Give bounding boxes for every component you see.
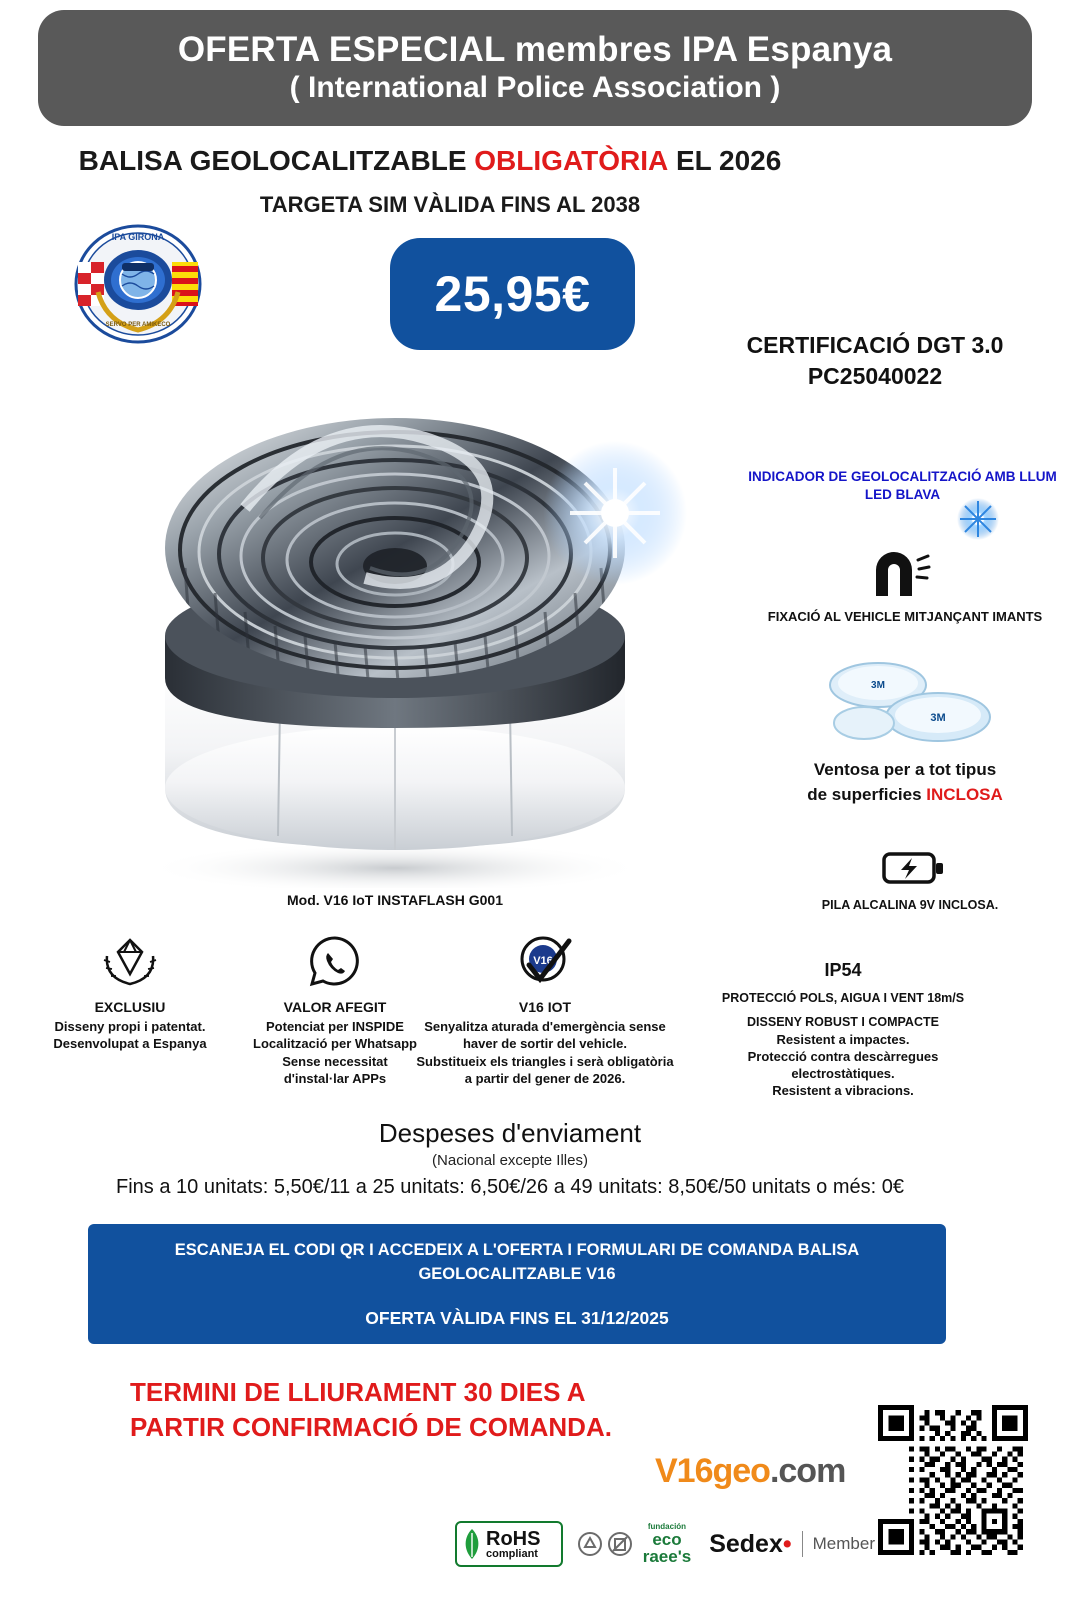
v16geo-logo [655, 1452, 865, 1498]
v16geo-logo-domain: .com [769, 1452, 846, 1490]
ecoraees-eco: eco [652, 1530, 682, 1549]
feature-valor-title: VALOR AFEGIT [283, 999, 387, 1015]
feature-ip54-heading: DISSENY ROBUST I COMPACTE [747, 1015, 939, 1029]
geolocation-indicator-text: INDICADOR DE GEOLOCALITZACIÓ AMB LLUM LED BLAVA [748, 469, 1057, 503]
header-title-line1: OFERTA ESPECIAL membres IPA Espanya [177, 29, 893, 69]
recycle-icon [577, 1531, 603, 1557]
v16geo-logo-v16: V16 [655, 1452, 713, 1490]
blue-led-icon [950, 497, 1006, 541]
ecoraees-raees: raee's [642, 1547, 692, 1566]
crossed-bin-icon [607, 1531, 633, 1557]
ipa-girona-emblem [58, 222, 218, 347]
feature-v16-title: V16 IOT [518, 999, 572, 1015]
suction-included-badge: INCLOSA [926, 784, 1003, 804]
rohs-label: RoHS [486, 1527, 541, 1550]
feature-v16-iot [405, 932, 685, 1087]
certification-code: PC25040022 [807, 363, 943, 390]
ecoraees-logo [643, 1523, 691, 1565]
beacon-illustration [95, 368, 695, 888]
sedex-member-label: Member [812, 1534, 875, 1553]
battery-text: PILA ALCALINA 9V INCLOSA. [821, 898, 999, 912]
emblem-graphic [58, 222, 218, 347]
feature-ip54 [678, 932, 1008, 1100]
header-banner [38, 10, 1032, 126]
suction-cup-icon [820, 655, 1005, 750]
qr-code[interactable] [878, 1405, 1028, 1555]
header-title-line2: ( International Police Association ) [289, 71, 781, 105]
suction-line-1: Ventosa per a tot tipus [813, 760, 997, 779]
cta-line-2: OFERTA VÀLIDA FINS EL 31/12/2025 [365, 1308, 669, 1329]
rohs-sublabel: compliant [486, 1547, 538, 1560]
rohs-compliant-logo [455, 1521, 563, 1567]
feature-exclusiu [20, 932, 240, 1053]
delivery-note: TERMINI DE LLIURAMENT 30 DIES A PARTIR CONFIRMACIÓ DE COMANDA. [130, 1377, 612, 1443]
magnet-icon [862, 552, 932, 600]
subtitle-highlight: OBLIGATÒRIA [474, 145, 669, 176]
sedex-label: Sedex [709, 1529, 783, 1558]
subtitle-part-1: BALISA GEOLOCALITZABLE [78, 145, 475, 176]
feature-exclusiu-body: Disseny propi i patentat. Desenvolupat a Espanya [53, 1019, 207, 1052]
shipping-subtitle: (Nacional excepte Illes) [432, 1152, 588, 1169]
sedex-member-logo [709, 1530, 875, 1559]
sedex-divider [802, 1531, 803, 1557]
certification-block [700, 330, 1050, 392]
ecoraees-top: fundación [647, 1522, 687, 1531]
svg-text:3M: 3M [871, 680, 885, 691]
feature-exclusiu-title: EXCLUSIU [94, 999, 166, 1015]
feature-ip54-title: IP54 [824, 960, 862, 980]
product-image [95, 368, 695, 888]
v16geo-logo-geo: geo [712, 1452, 770, 1490]
feature-ip54-body: Resistent a impactes. Protecció contra descàrregues electrostàtiques. Resistent a vibracions. [747, 1032, 939, 1099]
leaf-icon [461, 1527, 483, 1561]
suction-cup-text [745, 758, 1065, 807]
price-badge [390, 238, 635, 350]
footer-compliance-logos [455, 1516, 875, 1572]
svg-text:IPA GIRONA: IPA GIRONA [111, 232, 165, 242]
battery-icon [880, 848, 946, 888]
v16-check-icon [405, 932, 685, 990]
diamond-laurel-icon [20, 932, 240, 990]
qr-offer-cta[interactable] [88, 1224, 946, 1344]
feature-v16-body: Senyalitza aturada d'emergència sense haver de sortir del vehicle. Substitueix els triangles i serà obligatòria a partir del gener de 2026. [416, 1019, 674, 1086]
certification-line1: CERTIFICACIÓ DGT 3.0 [746, 332, 1004, 358]
product-caption: Mod. V16 IoT INSTAFLASH G001 [287, 892, 503, 908]
svg-text:V16: V16 [533, 955, 553, 967]
feature-ip54-subtitle: PROTECCIÓ POLS, AIGUA I VENT 18m/S [721, 991, 965, 1005]
subtitle-part-2: EL 2026 [668, 145, 782, 176]
svg-text:SERVO PER AMIKECO: SERVO PER AMIKECO [105, 322, 171, 328]
price-value: 25,95€ [434, 266, 591, 322]
weee-icons [577, 1531, 633, 1557]
magnet-fixation-text: FIXACIÓ AL VEHICLE MITJANÇANT IMANTS [767, 609, 1043, 624]
shipping-title: Despeses d'enviament [378, 1118, 642, 1148]
sedex-dot: • [782, 1529, 792, 1558]
svg-text:3M: 3M [930, 712, 946, 724]
feature-valor-body: Potenciat per INSPIDE Localització per Whatsapp Sense necessitat d'instal·lar APPs [253, 1019, 417, 1086]
subtitle-sim: TARGETA SIM VÀLIDA FINS AL 2038 [259, 192, 641, 217]
shipping-rates: Fins a 10 unitats: 5,50€/11 a 25 unitats: 6,50€/26 a 49 unitats: 8,50€/50 unitats o més: 0€ [116, 1176, 904, 1198]
subtitle-obligatoria [0, 145, 860, 177]
cta-line-1: ESCANEJA EL CODI QR I ACCEDEIX A L'OFERTA I FORMULARI DE COMANDA BALISA GEOLOCALITZABLE V16 [174, 1240, 860, 1283]
suction-line-2: de superficies [807, 784, 927, 804]
qr-code-graphic [878, 1405, 1028, 1555]
features-row [0, 932, 1070, 1102]
